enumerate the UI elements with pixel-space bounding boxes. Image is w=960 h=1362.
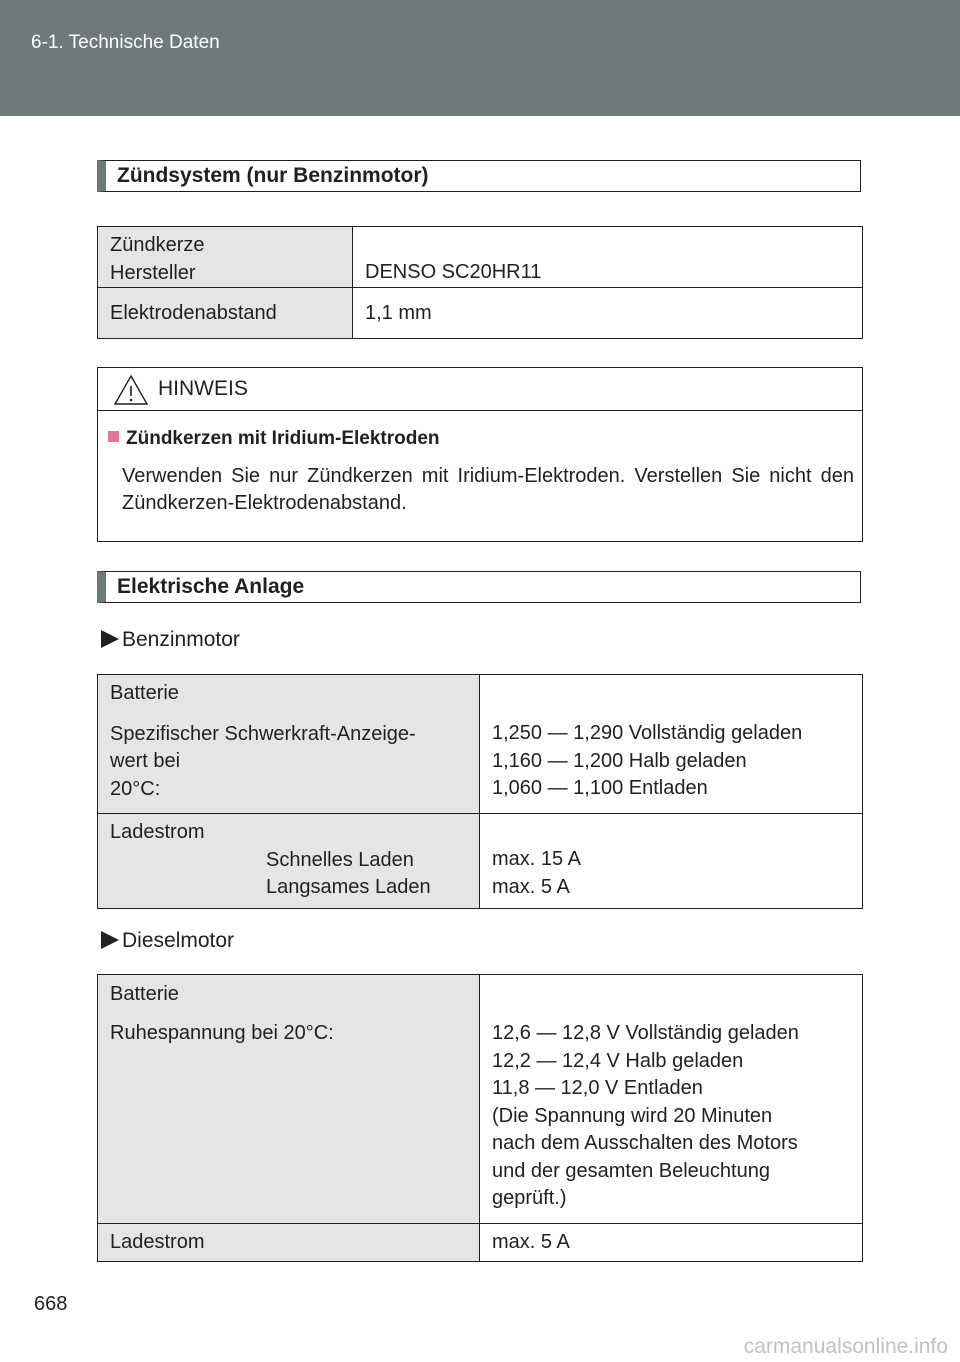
fast-charge-label: Schnelles Laden (266, 848, 414, 871)
page-number: 668 (34, 1293, 68, 1315)
gravity-label: Spezifischer Schwerkraft-Anzeige- (110, 722, 416, 745)
table-row: Batterie Spezifischer Schwerkraft-Anzeige- wert bei 20°C: 1,250 — 1,290 Vollständig geladen 1,160 — 1,200 Halb geladen 1,060 — 1,100 Entladen (98, 675, 863, 814)
note-header (98, 368, 862, 411)
section-title-electrical: Elektrische Anlage (97, 571, 861, 603)
gravity-value: 1,250 — 1,290 Vollständig geladen (492, 722, 803, 744)
table-row (98, 227, 863, 288)
ignition-spec-table (97, 226, 863, 339)
section-title-ignition: Zündsystem (nur Benzinmotor) (97, 160, 861, 192)
bullet-square-icon (108, 431, 119, 442)
page-header (0, 0, 960, 116)
voltage-value: 12,6 — 12,8 V Vollständig geladen (492, 1022, 799, 1044)
diesel-heading: Dieselmotor (101, 929, 234, 953)
voltage-label: Ruhespannung bei 20°C: (110, 1021, 334, 1044)
battery-label: Batterie (110, 983, 179, 1005)
electrode-gap-value: 1,1 mm (365, 302, 432, 324)
table-row (98, 975, 863, 1224)
triangle-right-icon (101, 931, 119, 949)
manufacturer-value: DENSO SC20HR11 (365, 261, 542, 283)
charge-current-label: Ladestrom (110, 1230, 205, 1253)
note-subtitle: Zündkerzen mit Iridium-Elektroden (108, 428, 440, 450)
battery-label: Batterie (110, 682, 179, 704)
charge-current-label: Ladestrom (110, 821, 205, 843)
voltage-note: (Die Spannung wird 20 Minuten (492, 1104, 773, 1127)
table-row (98, 1223, 863, 1262)
slow-charge-label: Langsames Laden (266, 876, 431, 898)
electrode-gap-label: Elektrodenabstand (110, 302, 277, 324)
slow-charge-value: max. 5 A (492, 875, 570, 898)
table-row (98, 288, 863, 339)
fast-charge-value: max. 15 A (492, 848, 581, 870)
watermark: carmanualsonline.info (743, 1335, 948, 1358)
note-body: Verwenden Sie nur Zündkerzen mit Iridium-Elektroden. Verstellen Sie nicht den Zündkerzen-Elektrodenabstand. (122, 465, 854, 514)
note-title: HINWEIS (158, 377, 248, 400)
chapter-title: 6-1. Technische Daten (31, 32, 220, 53)
voltage-note: und der gesamten Beleuchtung (492, 1159, 770, 1182)
charge-current-value: max. 5 A (492, 1230, 570, 1253)
note-box (97, 367, 863, 542)
voltage-note: nach dem Ausschalten des Motors (492, 1132, 798, 1154)
voltage-value: 12,2 — 12,4 V Halb geladen (492, 1049, 744, 1072)
gravity-value: 1,160 — 1,200 Halb geladen (492, 749, 747, 772)
warning-icon (113, 374, 149, 406)
diesel-battery-table (97, 974, 863, 1262)
gravity-value: 1,060 — 1,100 Entladen (492, 777, 708, 799)
table-row (98, 814, 863, 909)
spark-plug-label: Zündkerze (110, 234, 205, 256)
voltage-value: 11,8 — 12,0 V Entladen (492, 1077, 703, 1099)
petrol-battery-table (97, 674, 863, 909)
manufacturer-label: Hersteller (110, 261, 196, 284)
triangle-right-icon (101, 630, 119, 648)
petrol-heading: Benzinmotor (101, 628, 240, 652)
voltage-note: geprüft.) (492, 1187, 567, 1209)
